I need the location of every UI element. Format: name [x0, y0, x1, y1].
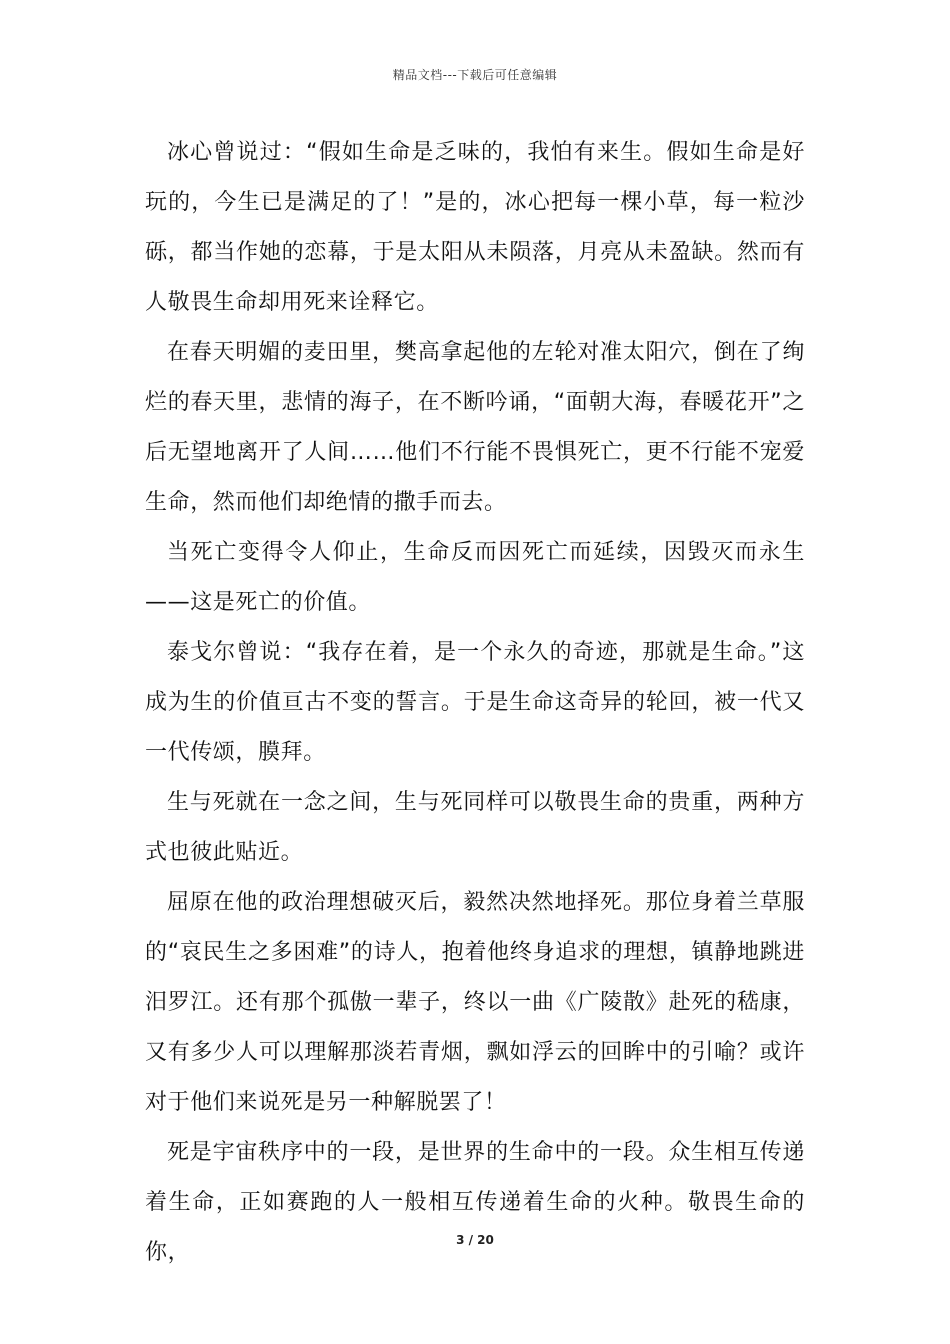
paragraph: 在春天明媚的麦田里，樊高拿起他的左轮对准太阳穴，倒在了绚烂的春天里，悲情的海子，在不断吟诵，“面朝大海，春暖花开”之后无望地离开了人间……他们不行能不畏惧死亡，更不行能不宠爱生命，然而他们却绝情的撒手而去。	[145, 340, 805, 515]
page-number: 3 / 20	[456, 1233, 494, 1247]
paragraph: 当死亡变得令人仰止，生命反而因死亡而延续，因毁灭而永生——这是死亡的价值。	[145, 540, 805, 615]
paragraph: 死是宇宙秩序中的一段，是世界的生命中的一段。众生相互传递着生命，正如赛跑的人一般相互传递着生命的火种。敬畏生命的你，	[145, 1140, 805, 1265]
page-header: 精品文档---下载后可任意编辑	[392, 68, 558, 82]
paragraph: 生与死就在一念之间，生与死同样可以敬畏生命的贵重，两种方式也彼此贴近。	[145, 790, 805, 865]
paragraph: 泰戈尔曾说：“我存在着，是一个永久的奇迹，那就是生命。”这成为生的价值亘古不变的誓言。于是生命这奇异的轮回，被一代又一代传颂，膜拜。	[145, 640, 805, 765]
paragraph: 冰心曾说过：“假如生命是乏味的，我怕有来生。假如生命是好玩的，今生已是满足的了！”是的，冰心把每一棵小草，每一粒沙砾，都当作她的恋幕，于是太阳从未陨落，月亮从未盈缺。然而有人敬畏生命却用死来诠释它。	[145, 140, 805, 315]
paragraph: 屈原在他的政治理想破灭后，毅然决然地择死。那位身着兰草服的“哀民生之多困难”的诗人，抱着他终身追求的理想，镇静地跳进汨罗江。还有那个孤傲一辈子，终以一曲《广陵散》赴死的嵇康，又有多少人可以理解那淡若青烟，飘如浮云的回眸中的引喻？或许对于他们来说死是另一种解脱罢了！	[145, 890, 805, 1115]
document-body	[145, 128, 805, 1278]
